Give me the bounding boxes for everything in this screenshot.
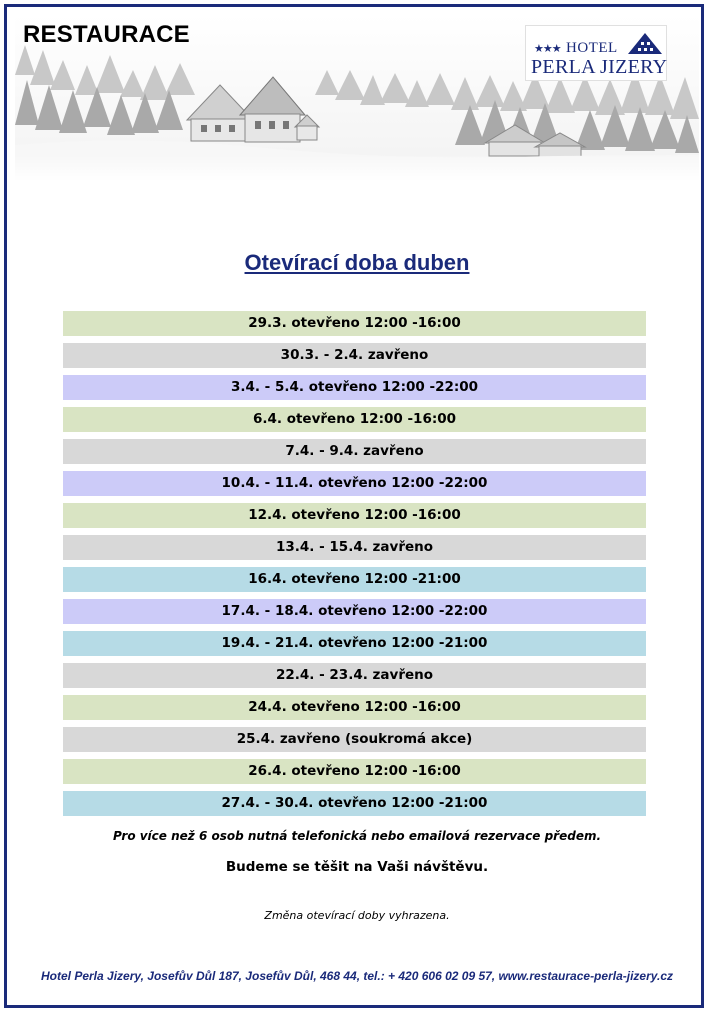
hotel-house-icon — [626, 30, 664, 54]
schedule-heading: Otevírací doba duben — [244, 250, 470, 275]
schedule-row: 6.4. otevřeno 12:00 -16:00 — [63, 407, 646, 432]
change-note: Změna otevírací doby vyhrazena. — [264, 909, 450, 922]
schedule-row: 13.4. - 15.4. zavřeno — [63, 535, 646, 560]
footer-contact: Hotel Perla Jizery, Josefův Důl 187, Josefův Důl, 468 44, tel.: + 420 606 02 09 57, www.restaurace-perla-jizery.cz — [41, 969, 673, 983]
hotel-logo — [525, 25, 667, 81]
logo-stars: ★★★ — [534, 42, 561, 55]
schedule-row: 10.4. - 11.4. otevřeno 12:00 -22:00 — [63, 471, 646, 496]
schedule-list — [63, 311, 646, 823]
reservation-note: Pro více než 6 osob nutná telefonická nebo emailová rezervace předem. — [112, 829, 602, 843]
schedule-row: 7.4. - 9.4. zavřeno — [63, 439, 646, 464]
logo-hotel-name: PERLA JIZERY — [531, 56, 668, 78]
schedule-row: 27.4. - 30.4. otevřeno 12:00 -21:00 — [63, 791, 646, 816]
schedule-row: 29.3. otevřeno 12:00 -16:00 — [63, 311, 646, 336]
schedule-row: 26.4. otevřeno 12:00 -16:00 — [63, 759, 646, 784]
logo-hotel-label: HOTEL — [566, 40, 618, 56]
schedule-row: 30.3. - 2.4. zavřeno — [63, 343, 646, 368]
welcome-note: Budeme se těšit na Vaši návštěvu. — [225, 859, 489, 875]
page-frame — [4, 4, 704, 1008]
schedule-row: 19.4. - 21.4. otevřeno 12:00 -21:00 — [63, 631, 646, 656]
schedule-row: 12.4. otevřeno 12:00 -16:00 — [63, 503, 646, 528]
page-title: RESTAURACE — [23, 21, 190, 48]
schedule-row: 3.4. - 5.4. otevřeno 12:00 -22:00 — [63, 375, 646, 400]
schedule-row: 16.4. otevřeno 12:00 -21:00 — [63, 567, 646, 592]
schedule-row: 17.4. - 18.4. otevřeno 12:00 -22:00 — [63, 599, 646, 624]
schedule-row: 22.4. - 23.4. zavřeno — [63, 663, 646, 688]
schedule-row: 25.4. zavřeno (soukromá akce) — [63, 727, 646, 752]
schedule-row: 24.4. otevřeno 12:00 -16:00 — [63, 695, 646, 720]
